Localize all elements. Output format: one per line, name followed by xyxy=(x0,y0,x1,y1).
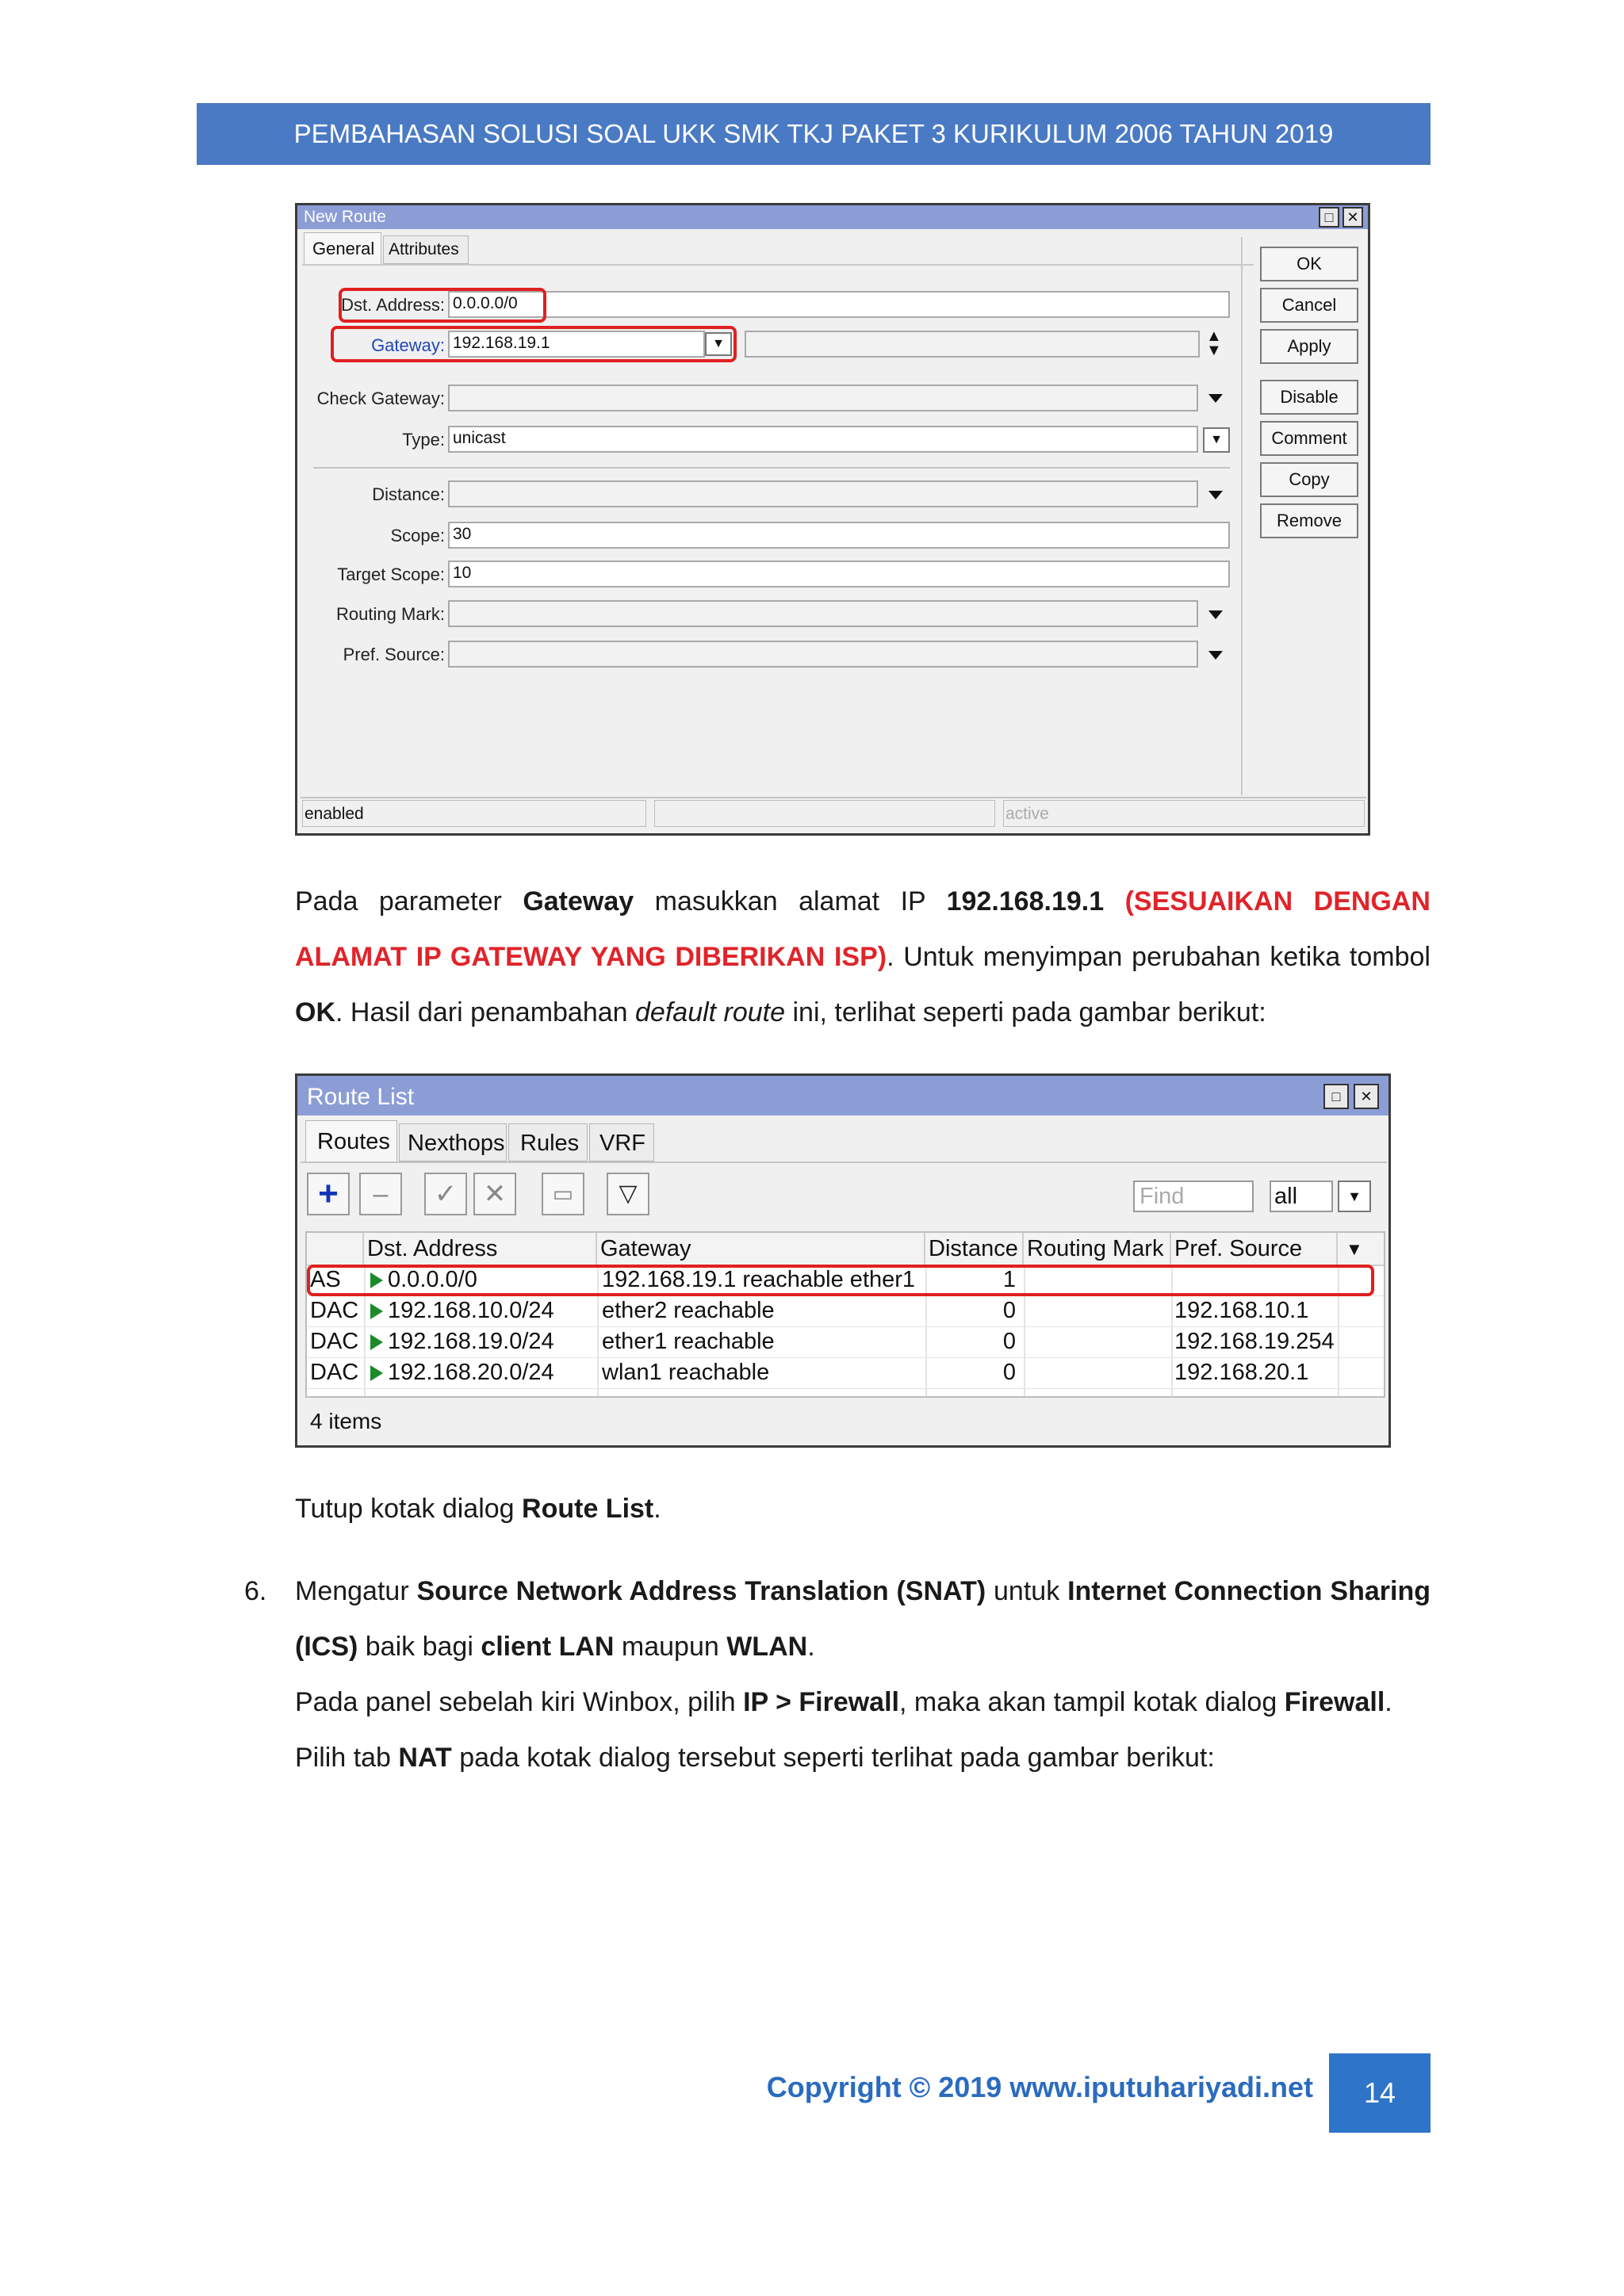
tab-vrf[interactable]: VRF xyxy=(589,1123,654,1161)
target-scope-input[interactable]: 10 xyxy=(448,561,1230,587)
pref-source-input[interactable] xyxy=(448,641,1198,668)
distance-dropdown-icon[interactable] xyxy=(1208,491,1223,499)
apply-button[interactable]: Apply xyxy=(1260,329,1358,364)
comment-icon[interactable]: ▭ xyxy=(542,1173,584,1215)
col-distance[interactable]: Distance xyxy=(925,1233,1024,1265)
disable-icon[interactable]: ✕ xyxy=(473,1173,516,1215)
check-gateway-input[interactable] xyxy=(448,385,1198,411)
page-number-badge xyxy=(1329,2053,1431,2133)
status-active: active xyxy=(1003,800,1365,827)
maximize-icon[interactable]: □ xyxy=(1319,207,1339,228)
status-enabled: enabled xyxy=(302,800,646,827)
tab-nexthops[interactable]: Nexthops xyxy=(399,1123,507,1161)
active-flag-icon xyxy=(370,1303,383,1319)
table-row[interactable]: DAC 192.168.20.0/24 wlan1 reachable 0 192.168.20.1 xyxy=(307,1357,1384,1389)
gateway-updown-icon[interactable]: ▲ ▼ xyxy=(1206,327,1222,359)
dst-address-input[interactable]: 0.0.0.0/0 xyxy=(448,291,1230,318)
page-number: 14 xyxy=(1363,2076,1396,2109)
distance-input[interactable] xyxy=(448,480,1198,507)
tab-rules[interactable]: Rules xyxy=(508,1123,588,1161)
paragraph-gateway: Pada parameter Gateway masukkan alamat IP 192.168.19.1 (SESUAIKAN DENGAN ALAMAT IP GATEWAY YANG DIBERIKAN ISP). Untuk menyimpan perubahan ketika tombol OK. Hasil dari penambahan default route ini, terlihat seperti pada gambar berikut: xyxy=(295,886,1431,1027)
route-table xyxy=(305,1231,1385,1398)
route-list-title: Route List xyxy=(307,1084,415,1110)
pref-source-dropdown-icon[interactable] xyxy=(1208,651,1223,660)
active-flag-icon xyxy=(370,1334,383,1350)
comment-button[interactable]: Comment xyxy=(1260,421,1358,456)
cancel-button[interactable]: Cancel xyxy=(1260,288,1358,323)
tab-general[interactable]: General xyxy=(304,232,381,264)
routing-mark-input[interactable] xyxy=(448,600,1198,627)
type-dropdown-icon[interactable]: ▼ xyxy=(1203,427,1230,453)
page-header xyxy=(197,103,1431,165)
remove-icon[interactable]: – xyxy=(359,1173,402,1215)
header-title: PEMBAHASAN SOLUSI SOAL UKK SMK TKJ PAKET 3 KURIKULUM 2006 TAHUN 2019 xyxy=(293,119,1334,148)
col-routing-mark[interactable]: Routing Mark xyxy=(1024,1233,1171,1265)
table-header xyxy=(307,1233,1384,1266)
add-button[interactable]: + xyxy=(307,1173,350,1215)
new-route-titlebar xyxy=(297,205,1368,229)
table-row[interactable]: DAC 192.168.19.0/24 ether1 reachable 0 192.168.19.254 xyxy=(307,1326,1384,1358)
filter-dropdown-icon[interactable]: ▼ xyxy=(1338,1181,1371,1212)
ok-button[interactable]: OK xyxy=(1260,247,1358,281)
scope-input[interactable]: 30 xyxy=(448,522,1230,549)
status-bar xyxy=(301,797,1366,830)
pref-source-label: Pref. Source: xyxy=(343,645,445,664)
table-row[interactable]: AS 0.0.0.0/0 192.168.19.1 reachable ether1 1 xyxy=(307,1265,1384,1296)
disable-button[interactable]: Disable xyxy=(1260,380,1358,415)
col-pref-source[interactable]: Pref. Source xyxy=(1171,1233,1338,1265)
new-route-window xyxy=(295,203,1370,836)
dst-address-label: Dst. Address: xyxy=(341,295,445,315)
column-menu-icon[interactable]: ▼ xyxy=(1346,1239,1363,1259)
item-count: 4 items xyxy=(310,1409,382,1433)
enable-icon[interactable]: ✓ xyxy=(424,1173,467,1215)
gateway-extra-input[interactable] xyxy=(745,331,1200,358)
footer-copyright: Copyright © 2019 www.iputuhariyadi.net xyxy=(766,2071,1313,2103)
type-input[interactable]: unicast xyxy=(448,426,1198,453)
maximize-icon[interactable]: □ xyxy=(1323,1084,1349,1109)
routing-mark-dropdown-icon[interactable] xyxy=(1208,610,1223,619)
gateway-input[interactable]: 192.168.19.1 xyxy=(448,331,705,358)
distance-label: Distance: xyxy=(372,484,445,504)
target-scope-label: Target Scope: xyxy=(337,564,445,584)
status-middle xyxy=(654,800,995,827)
active-flag-icon xyxy=(370,1365,383,1381)
filter-icon[interactable]: ▽ xyxy=(607,1173,649,1215)
find-input[interactable]: Find xyxy=(1133,1181,1254,1212)
type-label: Type: xyxy=(402,430,445,450)
check-gateway-dropdown-icon[interactable] xyxy=(1208,394,1223,403)
check-gateway-label: Check Gateway: xyxy=(316,388,445,408)
route-list-titlebar xyxy=(297,1076,1388,1115)
close-icon[interactable]: ✕ xyxy=(1354,1084,1379,1109)
tab-routes[interactable]: Routes xyxy=(305,1120,397,1161)
filter-select[interactable]: all xyxy=(1270,1181,1333,1212)
routing-mark-label: Routing Mark: xyxy=(336,604,445,624)
step-number: 6. xyxy=(244,1576,267,1606)
col-dst-address[interactable]: Dst. Address xyxy=(364,1233,597,1265)
tab-attributes[interactable]: Attributes xyxy=(383,235,469,264)
col-gateway[interactable]: Gateway xyxy=(597,1233,925,1265)
step-6-text: Mengatur Source Network Address Translation (SNAT) untuk Internet Connection Sharing (ICS) baik bagi client LAN maupun WLAN. Pada panel sebelah kiri Winbox, pilih IP > Firewall, maka akan tampil kotak dialog Firewall. Pilih tab NAT pada kotak dialog tersebut seperti terlihat pada gambar berikut: xyxy=(295,1576,1431,1773)
route-list-window xyxy=(295,1073,1391,1448)
paragraph-close: Tutup kotak dialog Route List. xyxy=(295,1494,661,1524)
gateway-label: Gateway: xyxy=(371,335,445,355)
copy-button[interactable]: Copy xyxy=(1260,462,1358,497)
remove-button[interactable]: Remove xyxy=(1260,503,1358,538)
scope-label: Scope: xyxy=(390,526,445,545)
table-row[interactable]: DAC 192.168.10.0/24 ether2 reachable 0 192.168.10.1 xyxy=(307,1295,1384,1327)
close-icon[interactable]: ✕ xyxy=(1342,207,1363,228)
new-route-title: New Route xyxy=(304,208,386,226)
gateway-dropdown-icon[interactable]: ▼ xyxy=(705,332,732,356)
